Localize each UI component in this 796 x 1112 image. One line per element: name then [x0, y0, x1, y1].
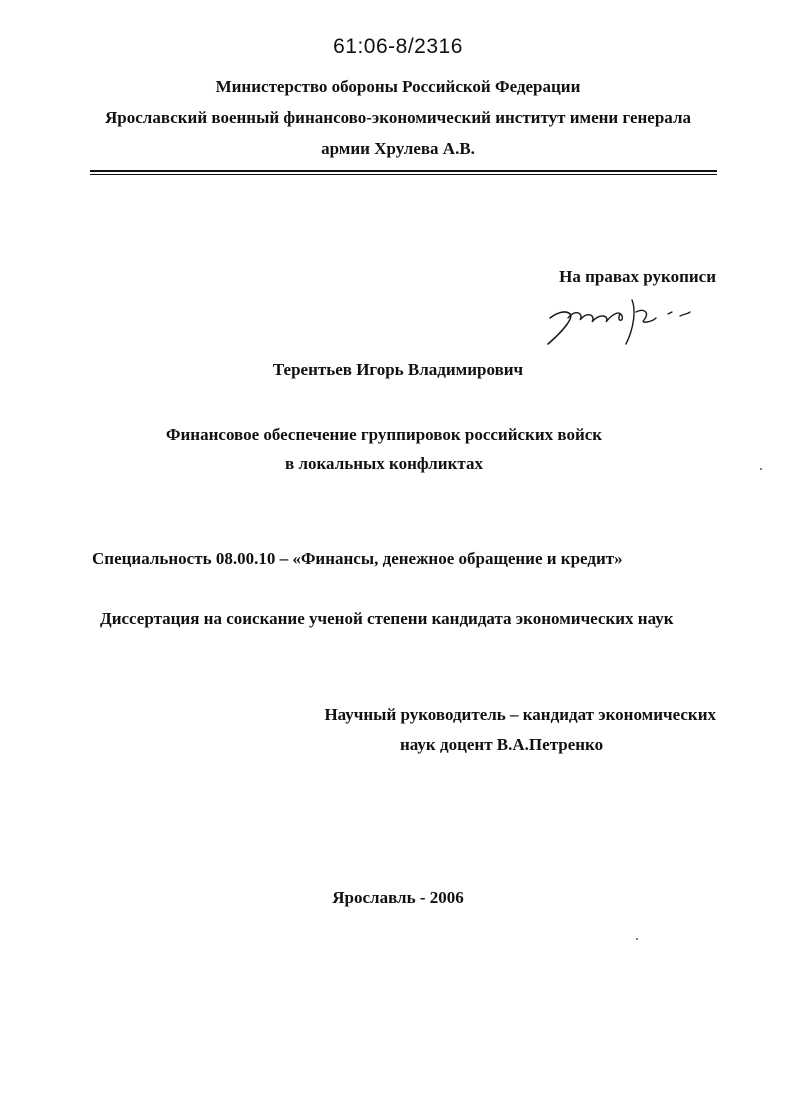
- signature-stroke-main: [548, 312, 571, 344]
- dissertation-degree: Диссертация на соискание ученой степени кандидата экономических наук: [100, 609, 674, 628]
- signature-stroke-loops: [568, 313, 622, 322]
- scan-speck: [636, 938, 638, 940]
- archive-code: 61:06-8/2316: [333, 35, 463, 58]
- dissertation-title-line2: в локальных конфликтах: [285, 454, 483, 473]
- scan-speck: [760, 468, 762, 470]
- specialty-line: Специальность 08.00.10 – «Финансы, денежное обращение и кредит»: [92, 549, 623, 568]
- header-divider-thin: [90, 174, 717, 175]
- manuscript-rights-note: На правах рукописи: [559, 267, 716, 286]
- supervisor-line2: наук доцент В.А.Петренко: [400, 735, 604, 754]
- dissertation-title-line1: Финансовое обеспечение группировок российских войск: [165, 425, 603, 444]
- author-name: Терентьев Игорь Владимирович: [272, 360, 524, 379]
- author-signature: [540, 288, 700, 350]
- institute-name-line1: Ярославский военный финансово-экономический институт имени генерала: [105, 108, 691, 127]
- signature-stroke-tail: [626, 300, 656, 344]
- ministry-name: Министерство обороны Российской Федерации: [215, 77, 581, 96]
- institute-name-line2: армии Хрулева А.В.: [321, 139, 475, 158]
- supervisor-line1: Научный руководитель – кандидат экономических: [324, 705, 716, 724]
- signature-stroke-end: [668, 312, 690, 316]
- header-divider: [90, 170, 717, 172]
- place-and-year: Ярославль - 2006: [332, 888, 464, 907]
